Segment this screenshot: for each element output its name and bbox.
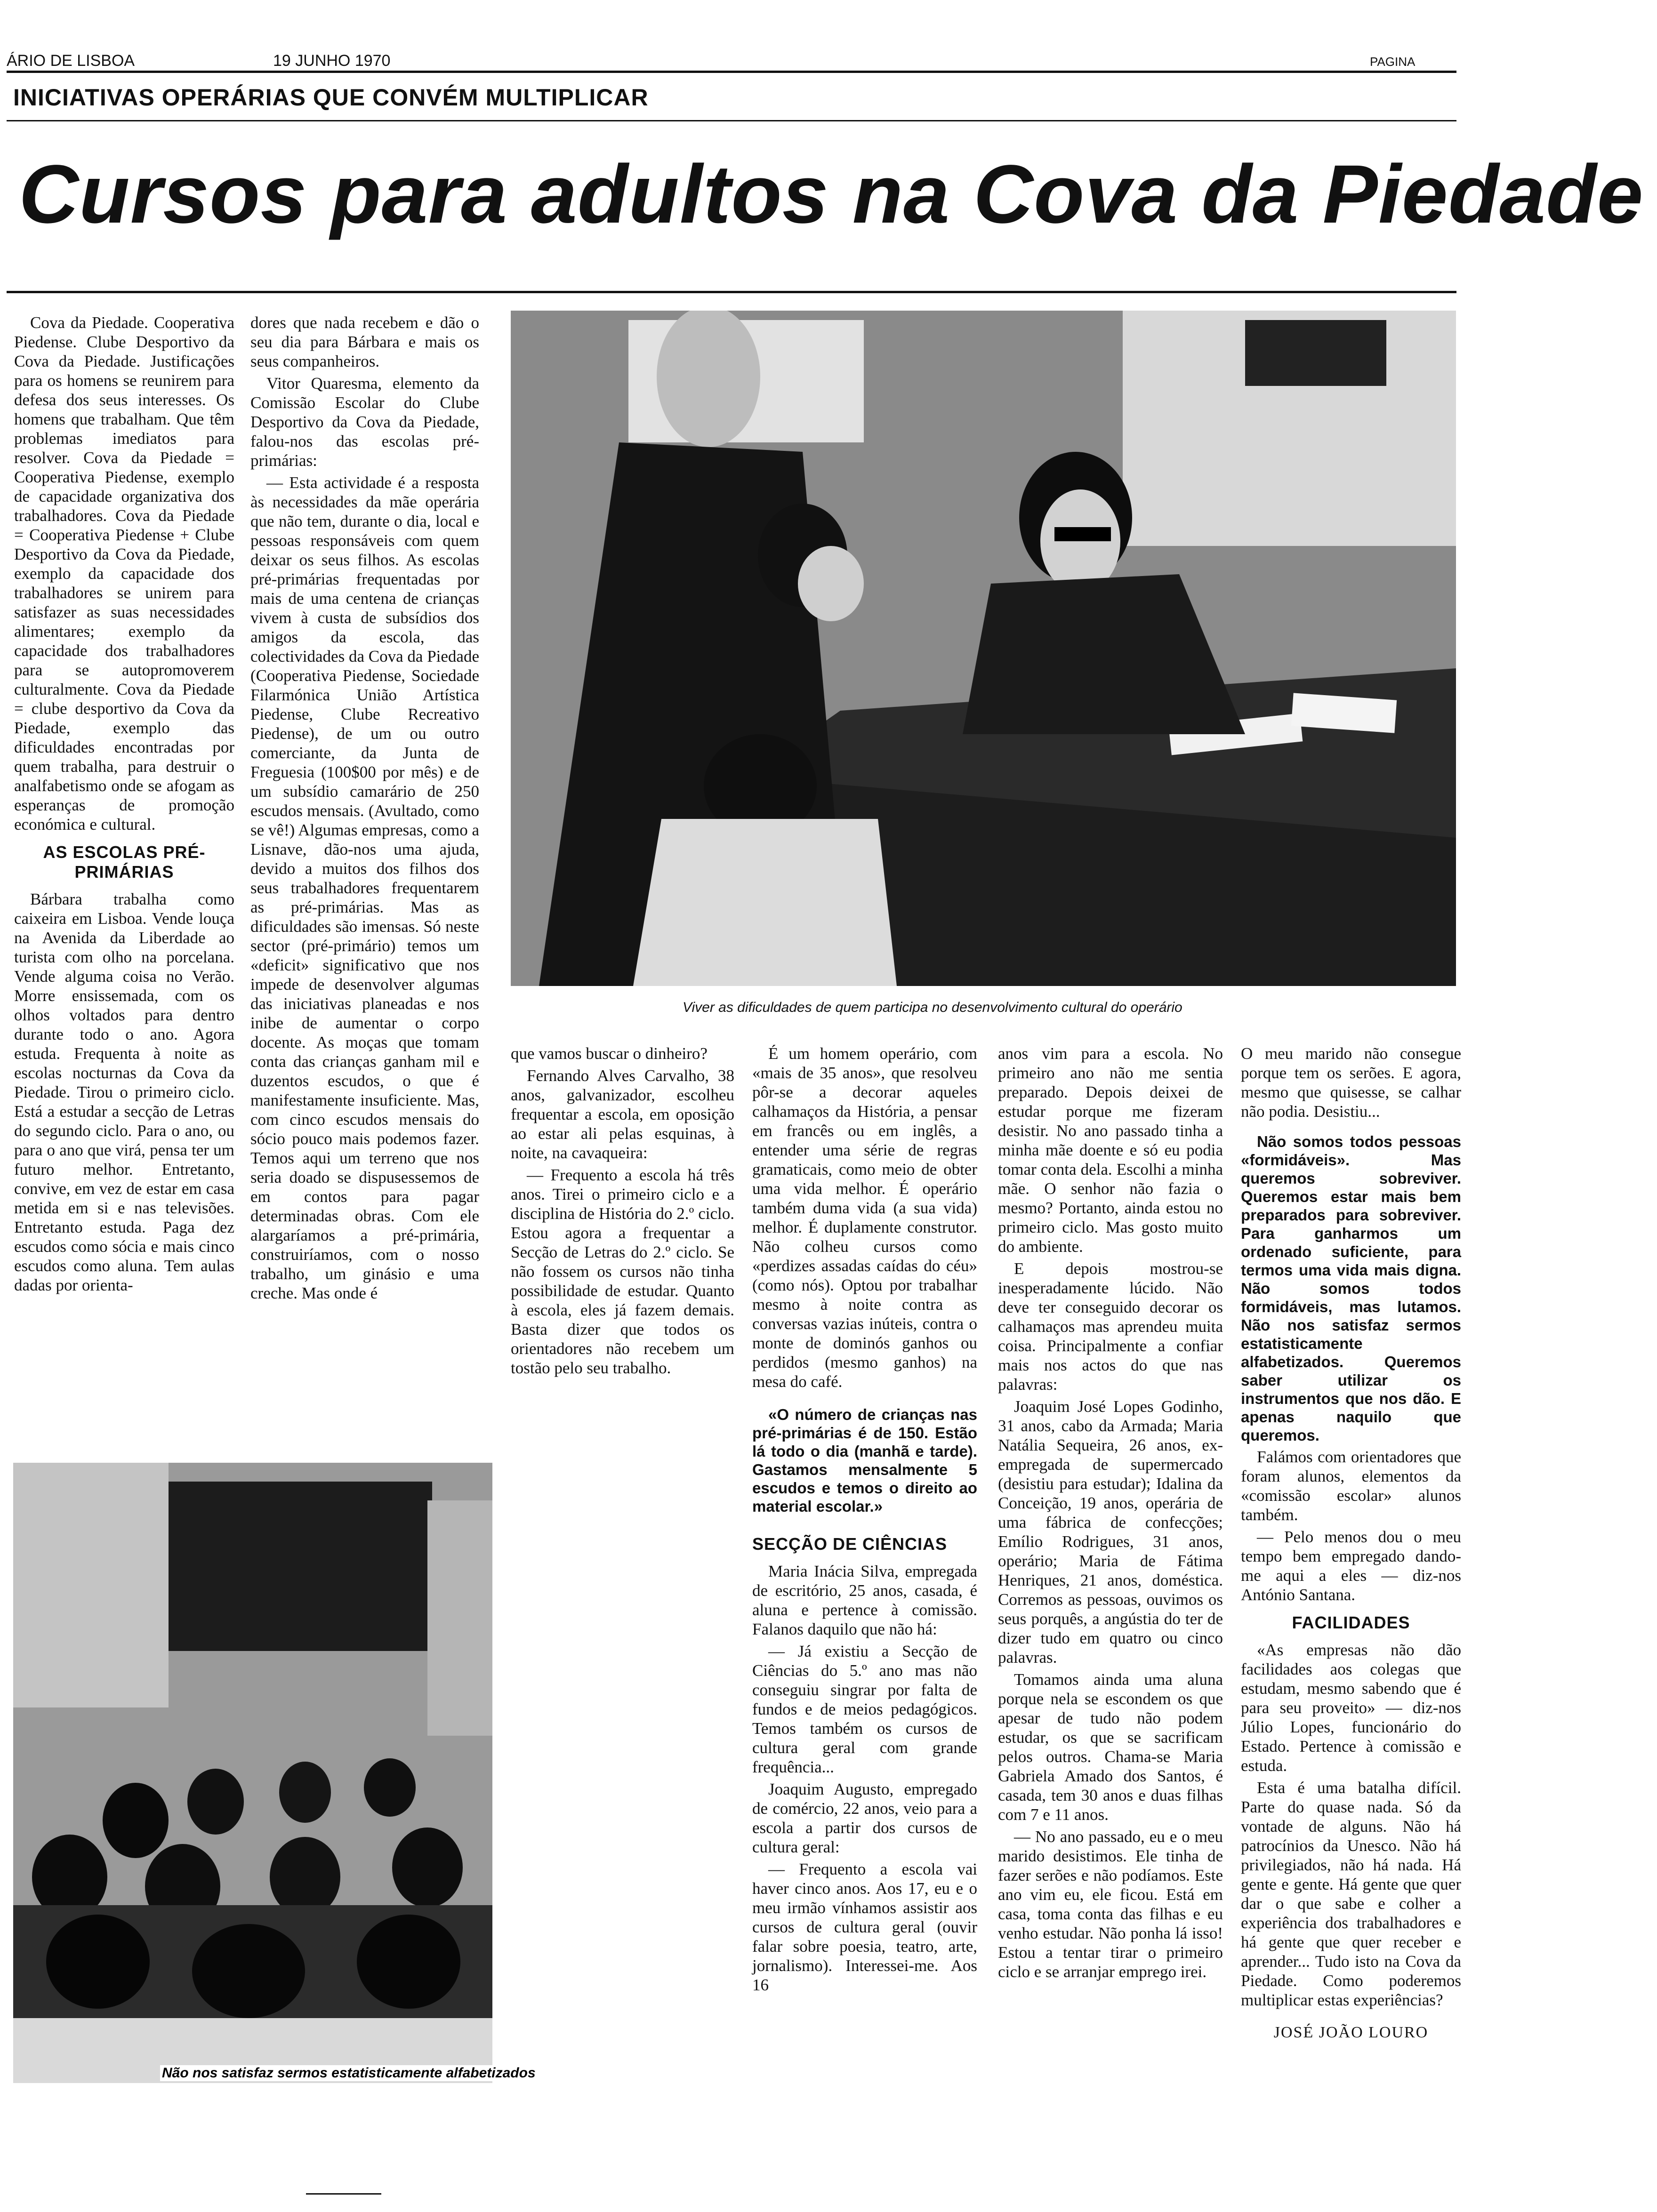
col5-paragraph-3: Joaquim José Lopes Godinho, 31 anos, cabo da Armada; Maria Natália Sequeira, 26 anos, ex-empregada de supermercado (desistiu para estudar); Idalina da Conceição, 19 anos, operária de uma fábrica de confecções; Emílio Rodrigues, 31 anos, operário; Maria de Fátima Henriques, 21 anos, doméstica. Corremos as pessoas, ouvimos os seus porquês, a angústia do ter de dizer tudo em quatro ou cinco palavras.: [998, 1397, 1223, 1667]
col2-paragraph-2: Vitor Quaresma, elemento da Comissão Escolar do Clube Desportivo da Cova da Piedade, falou-nos das escolas pré-primárias:: [250, 374, 479, 470]
col5-paragraph-4: Tomamos ainda uma aluna porque nela se escondem os que apesar de tudo não podem estudar, os que se sacrificam pelos outros. Chama-se Maria Gabriela Amado dos Santos, é casada, tem 30 anos e duas filhas com 7 e 11 anos.: [998, 1670, 1223, 1824]
col5-paragraph-1: anos vim para a escola. No primeiro ano não me sentia preparado. Depois deixei de estudar porque me fizeram desistir. No ano passado tinha a minha mãe doente e só eu podia tomar conta dela. Escolhi a minha mãe. O senhor não fazia o mesmo? Portanto, ainda estou no primeiro ciclo. Mas gosto muito do ambiente.: [998, 1044, 1223, 1256]
col3-paragraph-2: Fernando Alves Carvalho, 38 anos, galvanizador, escolheu frequentar a escola, em oposição ao estar ali pelas esquinas, à noite, na cavaqueira:: [511, 1066, 734, 1162]
col5-paragraph-5: — No ano passado, eu e o meu marido desistimos. Ele tinha de fazer serões e não podíamos. Este ano vim eu, ele ficou. Está em casa, toma conta das filhas e eu venho estudar. Não ponha lá isso! Estou a tentar tirar o primeiro ciclo e se arranjar emprego irei.: [998, 1827, 1223, 1981]
column-6: [1241, 1044, 1461, 2042]
col6-paragraph-3: — Pelo menos dou o meu tempo bem empregado dando-me aqui a eles — diz-nos António Santana.: [1241, 1528, 1461, 1604]
column-4: [752, 1044, 977, 1997]
header-rule: [7, 71, 1456, 73]
kicker-rule: [7, 120, 1456, 121]
subhead-ciencias: SECÇÃO DE CIÊNCIAS: [752, 1534, 948, 1554]
col1-paragraph-1: Cova da Piedade. Cooperativa Piedense. Clube Desportivo da Cova da Piedade. Justificações para os homens se reunirem para defesa dos seus interesses. Os homens que trabalham. Que têm problemas imediatos para resolver. Cova da Piedade = Cooperativa Piedense, exemplo de capacidade organizativa dos trabalhadores. Cova da Piedade = Cooperativa Piedense + Clube Desportivo da Cova da Piedade, exemplo da capacidade dos trabalhadores se unirem para satisfazer as suas necessidades alimentares; exemplo da capacidade dos trabalhadores para se autopromoverem culturalmente. Cova da Piedade = clube desportivo da Cova da Piedade, exemplo das dificuldades encontradas por quem trabalha, para destruir o analfabetismo onde se afogam as esperanças de promoção económica e cultural.: [14, 313, 234, 834]
subhead-escolas: AS ESCOLAS PRÉ-PRIMÁRIAS: [43, 842, 206, 882]
headline: Cursos para adultos na Cova da Piedade: [19, 148, 1644, 240]
col1-paragraph-2: Bárbara trabalha como caixeira em Lisboa. Vende louça na Avenida da Liberdade ao turista com olho na porcelana. Vende alguma coisa no Verão. Morre ensissemada, com os olhos voltados para dentro durante todo o ano. Agora estuda. Frequenta à noite as escolas nocturnas da Cova da Piedade. Tirou o primeiro ciclo. Está a estudar a secção de Letras do segundo ciclo. Para o ano, ou para o ano que virá, pensa ter um futuro melhor. Entretanto, convive, em vez de estar em casa metida em si e nas televisões. Entretanto estuda. Paga dez escudos como sócia e mais cinco escudos como aluna. Tem aulas dadas por orienta-: [14, 890, 234, 1294]
pull-quote: «O número de crianças nas pré-primárias é de 150. Estão lá todo o dia (manhã e tarde). Gastamos mensalmente 5 escudos e temos o direito ao material escolar.»: [752, 1406, 977, 1515]
photo-classroom-meeting-image: [511, 311, 1456, 986]
col3-paragraph-1: que vamos buscar o dinheiro?: [511, 1044, 708, 1063]
col6-paragraph-5: Esta é uma batalha difícil. Parte do quase nada. Só da vontade de alguns. Não há patrocínios da Unesco. Não há privilegiados, não há nada. Há gente e gente. Há gente que quer dar o que sabe e colher a experiência dos trabalhadores e há gente que quer receber e aprender... Tudo isto na Cova da Piedade. Como poderemos multiplicar estas experiências?: [1241, 1779, 1461, 2009]
footer-mark: [306, 2193, 381, 2195]
kicker: INICIATIVAS OPERÁRIAS QUE CONVÉM MULTIPLICAR: [13, 84, 649, 111]
photo-classroom-students: [13, 1463, 492, 2083]
col6-paragraph-1: O meu marido não consegue porque tem os serões. E agora, mesmo que quisesse, se calhar não podia. Desistiu...: [1241, 1044, 1461, 1121]
col2-paragraph-1: dores que nada recebem e dão o seu dia para Bárbara e mais os seus companheiros.: [250, 313, 479, 370]
column-5: [998, 1044, 1223, 1984]
issue-date: 19 JUNHO 1970: [273, 52, 391, 70]
col6-bold-statement: Não somos todos pessoas «formidáveis». Mas queremos sobreviver. Queremos estar mais bem preparados para sobreviver. Para ganharmos um ordenado suficiente, para termos uma vida mais digna. Não somos todos formidáveis, mas lutamos. Não nos satisfaz sermos estatisticamente alfabetizados. Queremos saber utilizar os instrumentos que nos dão. E apenas naquilo que queremos.: [1241, 1133, 1461, 1444]
photo-classroom-meeting: [511, 311, 1456, 986]
col4-paragraph-1: É um homem operário, com «mais de 35 anos», que resolveu pôr-se a decorar aqueles calhamaços da História, a pensar em francês ou em inglês, a entender uma série de regras gramaticais, como meio de obter uma vida melhor. É operário também duma vida (a sua vida) melhor. É duplamente construtor. Não colheu cursos como «perdizes assadas caídas do céu» (como nós). Optou por trabalhar mesmo à noite contra as conversas vazias inúteis, contra o monte de dominós ganhos ou perdidos (mesmo ganhos) na mesa do café.: [752, 1044, 977, 1391]
col4-paragraph-2: Maria Inácia Silva, empregada de escritório, 25 anos, casada, é aluna e pertence à comissão. Falanos daquilo que não há:: [752, 1562, 977, 1638]
author-signature: JOSÉ JOÃO LOURO: [1273, 2024, 1429, 2041]
col4-paragraph-4: Joaquim Augusto, empregado de comércio, 22 anos, veio para a escola a partir dos cursos de cultura geral:: [752, 1780, 977, 1856]
column-1: [14, 313, 234, 1298]
column-2: [250, 313, 479, 1306]
column-3: [511, 1044, 734, 1380]
photo-classroom-students-image: [13, 1463, 492, 2083]
headline-rule: [7, 291, 1456, 293]
col3-paragraph-3: — Frequento a escola há três anos. Tirei o primeiro ciclo e a disciplina de História do 2.º ciclo. Estou agora a frequentar a Secção de Letras do 2.º ciclo. Se não fossem os cursos não tinha possibilidade de estudar. Quanto à escola, eles já fazem demais. Basta dizer que todos os orientadores não recebem um tostão pelo seu trabalho.: [511, 1166, 734, 1377]
subhead-facilidades: FACILIDADES: [1292, 1613, 1410, 1632]
col6-paragraph-4: «As empresas não dão facilidades aos colegas que estudam, mesmo sabendo que é para seu proveito» — diz-nos Júlio Lopes, funcionário do Estado. Pertence à comissão e estuda.: [1241, 1641, 1461, 1775]
publication-name: ÁRIO DE LISBOA: [7, 52, 135, 70]
photo-caption-1: Viver as dificuldades de quem participa no desenvolvimento cultural do operário: [683, 1000, 1182, 1015]
photo-caption-2: Não nos satisfaz sermos estatisticamente alfabetizados: [160, 2065, 538, 2081]
page-label: PAGINA: [1370, 55, 1416, 69]
col4-paragraph-3: — Já existiu a Secção de Ciências do 5.º ano mas não conseguiu singrar por falta de fundos e de meios pedagógicos. Temos também os cursos de cultura geral com grande frequência...: [752, 1642, 977, 1776]
col2-paragraph-3: — Esta actividade é a resposta às necessidades da mãe operária que não tem, durante o dia, local e pessoas responsáveis com quem deixar os seus filhos. As escolas pré-primárias frequentadas por mais de uma centena de crianças vivem à custa de subsídios dos amigos da escola, das colectividades da Cova da Piedade (Cooperativa Piedense, Sociedade Filarmónica União Artística Piedense, Clube Recreativo Piedense), de um ou outro comerciante, da Junta de Freguesia (100$00 por mês) e de um subsídio camarário de 250 escudos mensais. (Avultado, como se vê!) Algumas empresas, como a Lisnave, dão-nos uma ajuda, devido a muitos dos filhos dos seus trabalhadores frequentarem as pré-primárias. Mas as dificuldades são imensas. Só neste sector (pré-primário) temos um «deficit» significativo que nos impede de desenvolver algumas das iniciativas planeadas e nos inibe de aumentar o corpo docente. As moças que tomam conta das crianças ganham mil e duzentos escudos, o que é manifestamente insuficiente. Mas, com cinco escudos mensais do sócio pouco mais podemos fazer. Temos aqui um terreno que nos seria doado se dispusessemos de em contos para pagar determinadas obras. Com ele alargaríamos a pré-primária, construiríamos, com o nosso trabalho, um ginásio e uma creche. Mas onde é: [250, 473, 479, 1302]
col5-paragraph-2: E depois mostrou-se inesperadamente lúcido. Não deve ter conseguido decorar os calhamaços mas aprendeu muita coisa. Principalmente a confiar mais nos actos do que nas palavras:: [998, 1259, 1223, 1394]
col4-paragraph-5: — Frequento a escola vai haver cinco anos. Aos 17, eu e o meu irmão vínhamos assistir aos cursos de cultura geral (ouvir falar sobre poesia, teatro, arte, jornalismo). Interessei-me. Aos 16: [752, 1860, 977, 1994]
col6-paragraph-2: Falámos com orientadores que foram alunos, elementos da «comissão escolar» alunos também.: [1241, 1448, 1461, 1524]
